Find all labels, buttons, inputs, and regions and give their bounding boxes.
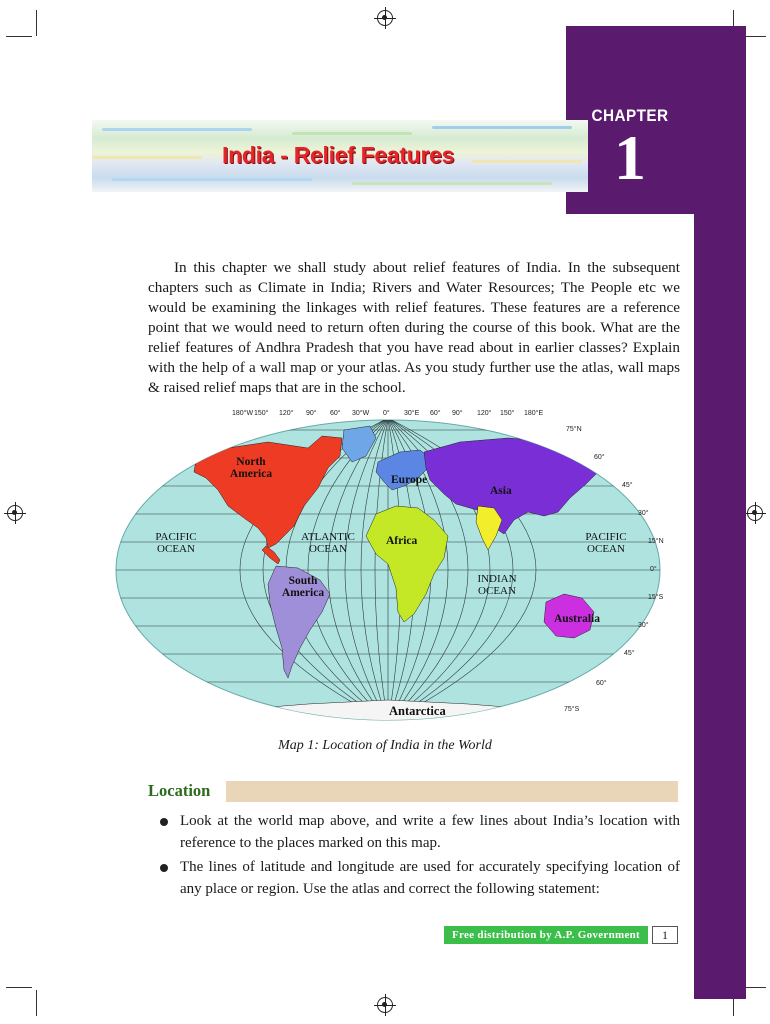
crop-mark [6, 36, 32, 37]
longitude-label: 90° [452, 410, 463, 417]
longitude-label: 150° [500, 410, 515, 417]
chapter-label: CHAPTER [591, 106, 669, 125]
label-north-america: North America [229, 456, 273, 480]
longitude-label: 30°W [352, 410, 370, 417]
chapter-title: India - Relief Features [222, 142, 455, 168]
footer-distribution-note: Free distribution by A.P. Government [444, 926, 648, 944]
label-africa: Africa [386, 535, 418, 547]
latitude-label: 60° [596, 680, 607, 687]
label-australia: Australia [554, 613, 600, 625]
longitude-label: 60° [330, 410, 341, 417]
section-heading-location: Location [148, 781, 211, 800]
label-indian-ocean: INDIAN OCEAN [477, 573, 517, 597]
bullet-text: Look at the world map above, and write a few lines about India’s location with reference to the places marked on this map. [180, 813, 680, 851]
chapter-number: 1 [614, 122, 646, 193]
latitude-label: 75°S [564, 706, 580, 713]
bullet-text: The lines of latitude and longitude are used for accurately specifying location of any place or region. Use the atlas and correct the following statement: [180, 859, 680, 897]
longitude-label: 120° [477, 410, 492, 417]
longitude-label: 150° [254, 410, 269, 417]
label-europe: Europe [391, 474, 428, 486]
latitude-label: 45° [624, 650, 635, 657]
crop-mark [6, 987, 32, 988]
location-bullet-list [160, 810, 680, 902]
intro-paragraph: In this chapter we shall study about relief features of India. In the subsequent chapters such as Climate in India; Rivers and Water Resources; The People etc we would be examining the linkages with relief features. These features are a reference point that we would need to return often during the course of this book. What are the relief features of Andhra Pradesh that you have read about in earlier classes? Explain with the help of a wall map or your atlas. As you study further use the atlas, wall maps & raised relief maps that are in the school. [148, 259, 680, 396]
list-item [160, 810, 680, 854]
list-item [160, 856, 680, 900]
crop-mark [36, 990, 37, 1016]
longitude-label: 180°E [524, 410, 544, 417]
latitude-label: 30° [638, 622, 649, 629]
bullet-icon [160, 818, 168, 826]
latitude-label: 75°N [566, 426, 582, 433]
chapter-banner [92, 120, 588, 192]
map-caption: Map 1: Location of India in the World [278, 738, 492, 753]
registration-mark-icon [747, 505, 763, 521]
section-heading-bar [226, 781, 678, 802]
world-map-graphic [108, 408, 668, 728]
world-map [108, 408, 668, 728]
registration-mark-icon [377, 10, 393, 26]
latitude-label: 15°S [648, 594, 664, 601]
latitude-label: 45° [622, 482, 633, 489]
bullet-icon [160, 864, 168, 872]
latitude-label: 30° [638, 510, 649, 517]
longitude-label: 90° [306, 410, 317, 417]
label-south-america: South America [281, 575, 325, 599]
label-antarctica: Antarctica [389, 704, 446, 718]
longitude-label: 180°W [232, 410, 254, 417]
label-pacific-ocean-east: PACIFIC OCEAN [585, 531, 627, 555]
latitude-label: 15°N [648, 538, 664, 545]
longitude-label: 120° [279, 410, 294, 417]
label-atlantic-ocean: ATLANTIC OCEAN [301, 531, 355, 555]
registration-mark-icon [7, 505, 23, 521]
longitude-label: 30°E [404, 410, 420, 417]
label-asia: Asia [490, 485, 512, 497]
label-pacific-ocean-west: PACIFIC OCEAN [155, 531, 197, 555]
longitude-label: 0° [383, 410, 390, 417]
page-number: 1 [652, 926, 678, 944]
latitude-label: 0° [650, 566, 657, 573]
side-band [694, 26, 746, 999]
longitude-label: 60° [430, 410, 441, 417]
registration-mark-icon [377, 997, 393, 1013]
latitude-label: 60° [594, 454, 605, 461]
antarctica-shape [188, 700, 588, 728]
crop-mark [36, 10, 37, 36]
